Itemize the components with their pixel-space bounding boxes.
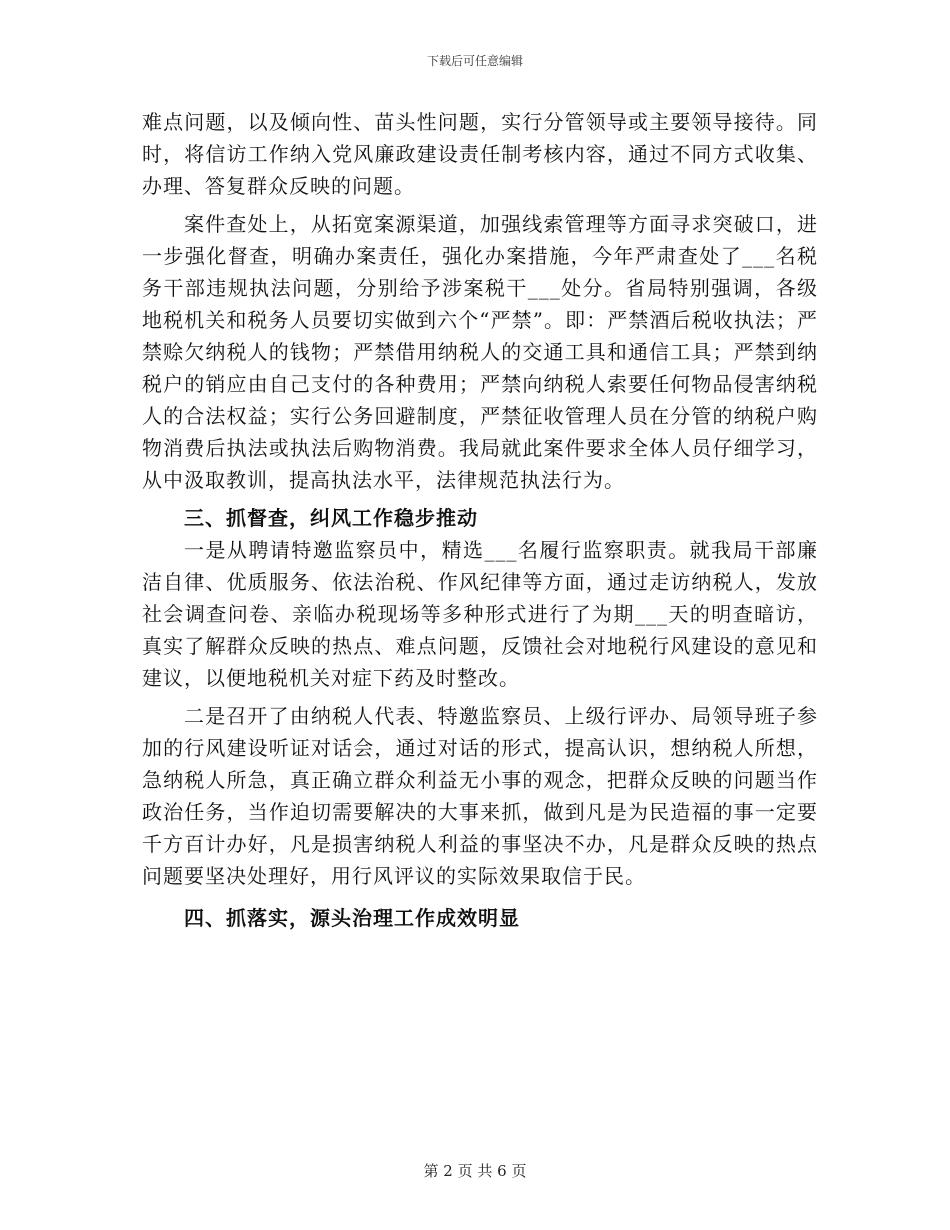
paragraph-continued: 难点问题，以及倾向性、苗头性问题，实行分管领导或主要领导接待。同时，将信访工作纳入党风廉政建设责任制考核内容，通过不同方式收集、办理、答复群众反映的问题。: [142, 110, 818, 198]
paragraph-case-handling: 案件查处上，从拓宽案源渠道，加强线索管理等方面寻求突破口，进一步强化督查，明确办案责任，强化办案措施，今年严肃查处了___名税务干部违规执法问题，分别给予涉案税干___处分。省局特别强调，各级地税机关和税务人员要切实做到六个“严禁”。即：严禁酒后税收执法；严禁赊欠纳税人的钱物；严禁借用纳税人的交通工具和通信工具；严禁到纳税户的销应由自己支付的各种费用；严禁向纳税人索要任何物品侵害纳税人的合法权益；实行公务回避制度，严禁征收管理人员在分管的纳税户购物消费后执法或执法后购物消费。我局就此案件要求全体人员仔细学习，从中汲取教训，提高执法水平，法律规范执法行为。: [142, 212, 818, 492]
document-body: [142, 106, 818, 934]
section-heading-four: 四、抓落实，源头治理工作成效明显: [184, 906, 520, 930]
page-number-footer: 第 2 页 共 6 页: [423, 1162, 527, 1180]
section-heading-three: 三、抓督查，纠风工作稳步推动: [184, 506, 478, 530]
paragraph-item-one: 一是从聘请特邀监察员中，精选___名履行监察职责。就我局干部廉洁自律、优质服务、依法治税、作风纪律等方面，通过走访纳税人，发放社会调查问卷、亲临办税现场等多种形式进行了为期___天的明查暗访，真实了解群众反映的热点、难点问题，反馈社会对地税行风建设的意见和建议，以便地税机关对症下药及时整改。: [142, 538, 818, 690]
paragraph-item-two: 二是召开了由纳税人代表、特邀监察员、上级行评办、局领导班子参加的行风建设听证对话会，通过对话的形式，提高认识，想纳税人所想，急纳税人所急，真正确立群众利益无小事的观念，把群众反映的问题当作政治任务，当作迫切需要解决的大事来抓，做到凡是为民造福的事一定要千方百计办好，凡是损害纳税人利益的事坚决不办，凡是群众反映的热点问题要坚决处理好，用行风评议的实际效果取信于民。: [142, 704, 818, 888]
page-header: 下载后可任意编辑: [426, 54, 523, 68]
